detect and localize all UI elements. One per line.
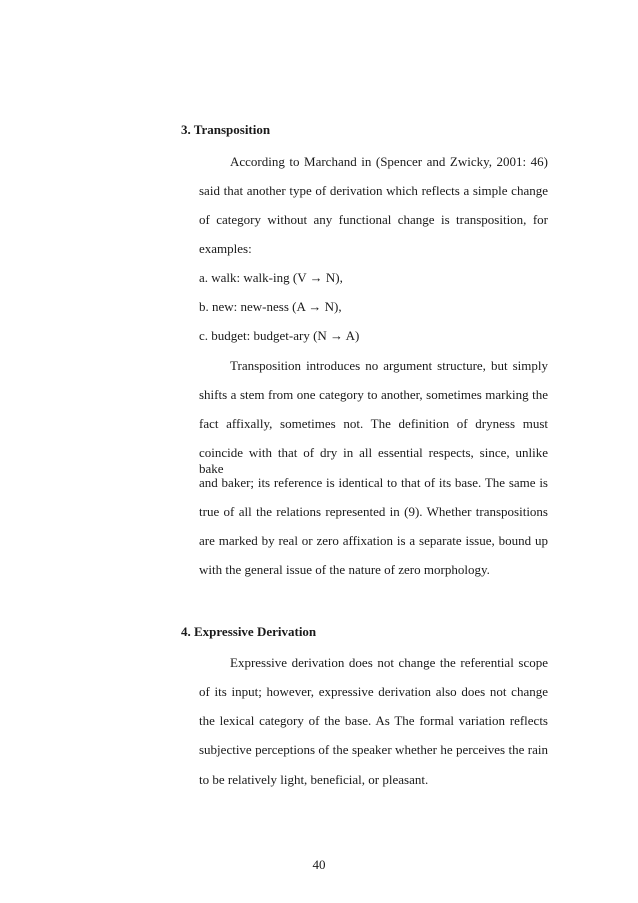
- paragraph-line: According to Marchand in (Spencer and Zwicky, 2001: 46): [230, 154, 548, 169]
- paragraph-line: to be relatively light, beneficial, or pleasant.: [199, 772, 429, 787]
- paragraph-line: coincide with that of dry in all essential respects, since, unlike bake: [199, 445, 548, 476]
- paragraph-line: true of all the relations represented in (9). Whether transpositions: [199, 504, 548, 519]
- paragraph-line: of category without any functional change is transposition, for: [199, 212, 548, 227]
- paragraph-line: fact affixally, sometimes not. The definition of dryness must: [199, 416, 548, 431]
- paragraph-line: with the general issue of the nature of zero morphology.: [199, 562, 490, 577]
- paragraph-line: Expressive derivation does not change the referential scope: [230, 655, 548, 670]
- paragraph-line: and baker; its reference is identical to that of its base. The same is: [199, 475, 548, 490]
- page-number: 40: [312, 857, 326, 872]
- example-item: a. walk: walk-ing (V → N),: [199, 270, 343, 285]
- example-item: c. budget: budget-ary (N → A): [199, 328, 360, 343]
- paragraph-line: are marked by real or zero affixation is a separate issue, bound up: [199, 533, 548, 548]
- section-4-heading: 4. Expressive Derivation: [181, 624, 317, 639]
- paragraph-line: the lexical category of the base. As The formal variation reflects: [199, 713, 548, 728]
- paragraph-line: Transposition introduces no argument structure, but simply: [230, 358, 548, 373]
- section-3-heading: 3. Transposition: [181, 122, 271, 137]
- paragraph-line: examples:: [199, 241, 252, 256]
- paragraph-line: shifts a stem from one category to another, sometimes marking the: [199, 387, 548, 402]
- example-item: b. new: new-ness (A → N),: [199, 299, 342, 314]
- paragraph-line: subjective perceptions of the speaker whether he perceives the rain: [199, 742, 548, 757]
- paragraph-line: said that another type of derivation which reflects a simple change: [199, 183, 548, 198]
- paragraph-line: of its input; however, expressive derivation also does not change: [199, 684, 548, 699]
